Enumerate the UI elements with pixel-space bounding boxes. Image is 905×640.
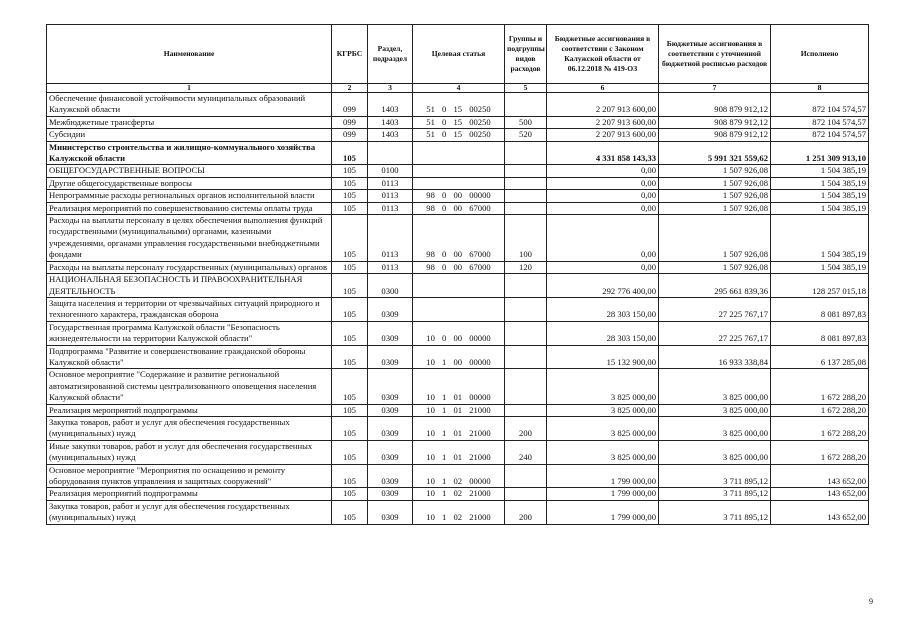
cell-section: 0309 [368,297,413,321]
cell-target: 98 0 00 67000 [413,261,505,273]
cell-kgrbs: 105 [332,202,368,214]
cell-budget-law: 15 132 900,00 [547,345,659,369]
cell-name: ОБЩЕГОСУДАРСТВЕННЫЕ ВОПРОСЫ [47,165,332,177]
cell-executed: 1 504 385,19 [771,215,869,262]
cell-group: 520 [505,129,547,141]
cell-target: 98 0 00 67000 [413,215,505,262]
cell-budget-refined: 27 225 767,17 [659,321,771,345]
cell-group [505,345,547,369]
cell-executed: 8 081 897,83 [771,321,869,345]
cell-group [505,297,547,321]
cell-section: 0113 [368,215,413,262]
table-row [47,488,869,500]
cell-section: 0113 [368,261,413,273]
cell-target: 98 0 00 00000 [413,190,505,202]
cell-executed: 143 652,00 [771,488,869,500]
cell-group [505,202,547,214]
cell-target: 10 1 01 21000 [413,440,505,464]
cell-section: 0309 [368,369,413,404]
cell-executed: 1 672 288,20 [771,404,869,416]
cell-section: 0100 [368,165,413,177]
cell-kgrbs: 105 [332,321,368,345]
cell-name: Иные закупки товаров, работ и услуг для обеспечения государственных (муниципальных) нужд [47,440,332,464]
cell-name: Реализация мероприятий по совершенствованию системы оплаты труда [47,202,332,214]
cell-target [413,177,505,189]
cell-section: 0309 [368,404,413,416]
cell-executed: 6 137 285,08 [771,345,869,369]
budget-table-page [46,24,868,525]
cell-kgrbs: 099 [332,116,368,128]
cell-group [505,369,547,404]
cell-budget-refined: 3 825 000,00 [659,440,771,464]
cell-budget-law: 0,00 [547,190,659,202]
cell-budget-law: 292 776 400,00 [547,274,659,298]
cell-target: 51 0 15 00250 [413,116,505,128]
col-number: 7 [659,84,771,93]
header-executed: Исполнено [771,25,869,84]
cell-kgrbs: 105 [332,404,368,416]
col-number: 2 [332,84,368,93]
cell-name: Расходы на выплаты персоналу в целях обеспечения выполнения функций государственными (муниципальными) органами, казенными учреждениями, органами управления государственными внебюджетными фондами [47,215,332,262]
header-section: Раздел, подраздел [368,25,413,84]
col-number: 8 [771,84,869,93]
cell-budget-law: 3 825 000,00 [547,440,659,464]
cell-kgrbs: 105 [332,416,368,440]
cell-name: Межбюджетные трансферты [47,116,332,128]
cell-executed: 1 504 385,19 [771,190,869,202]
cell-budget-refined: 1 507 926,08 [659,202,771,214]
cell-target: 98 0 00 67000 [413,202,505,214]
cell-target: 10 1 01 21000 [413,416,505,440]
cell-budget-refined: 1 507 926,08 [659,165,771,177]
cell-kgrbs: 105 [332,440,368,464]
table-row [47,93,869,117]
cell-executed: 872 104 574,57 [771,93,869,117]
cell-kgrbs: 105 [332,297,368,321]
cell-section: 0113 [368,190,413,202]
cell-executed: 143 652,00 [771,500,869,524]
table-row [47,116,869,128]
cell-budget-law: 4 331 858 143,33 [547,141,659,165]
table-row [47,141,869,165]
cell-section: 1403 [368,129,413,141]
cell-section: 0309 [368,416,413,440]
cell-budget-law: 0,00 [547,202,659,214]
cell-executed: 872 104 574,57 [771,129,869,141]
cell-budget-refined: 27 225 767,17 [659,297,771,321]
cell-kgrbs: 105 [332,274,368,298]
cell-budget-law: 28 303 150,00 [547,297,659,321]
cell-group [505,404,547,416]
table-row [47,165,869,177]
cell-kgrbs: 105 [332,165,368,177]
col-number: 6 [547,84,659,93]
cell-target: 10 1 02 21000 [413,500,505,524]
cell-group: 100 [505,215,547,262]
cell-budget-law: 1 799 000,00 [547,500,659,524]
cell-budget-law: 0,00 [547,177,659,189]
table-row [47,297,869,321]
cell-target: 10 1 02 00000 [413,464,505,488]
table-row [47,369,869,404]
cell-budget-law: 3 825 000,00 [547,404,659,416]
cell-kgrbs: 105 [332,190,368,202]
table-row [47,274,869,298]
cell-target: 10 1 01 00000 [413,369,505,404]
cell-group [505,274,547,298]
cell-budget-refined: 1 507 926,08 [659,261,771,273]
cell-budget-refined: 1 507 926,08 [659,177,771,189]
table-row [47,440,869,464]
col-number: 3 [368,84,413,93]
table-row [47,129,869,141]
cell-section [368,141,413,165]
cell-name: Подпрограмма "Развитие и совершенствование гражданской обороны Калужской области" [47,345,332,369]
cell-section: 0309 [368,500,413,524]
cell-target: 51 0 15 00250 [413,93,505,117]
cell-name: Государственная программа Калужской области "Безопасность жизнедеятельности на территории Калужской области" [47,321,332,345]
page-number: 9 [869,597,873,606]
table-body [47,93,869,525]
cell-target [413,141,505,165]
cell-budget-law: 3 825 000,00 [547,416,659,440]
cell-name: Обеспечение финансовой устойчивости муниципальных образований Калужской области [47,93,332,117]
cell-budget-law: 2 207 913 600,00 [547,129,659,141]
cell-executed: 1 504 385,19 [771,202,869,214]
cell-section: 0113 [368,177,413,189]
cell-budget-law: 2 207 913 600,00 [547,93,659,117]
cell-kgrbs: 105 [332,141,368,165]
table-row [47,321,869,345]
cell-name: Субсидии [47,129,332,141]
column-numbers-row [47,84,869,93]
cell-executed: 1 504 385,19 [771,165,869,177]
cell-group [505,190,547,202]
cell-budget-refined: 3 825 000,00 [659,416,771,440]
cell-executed: 1 251 309 913,10 [771,141,869,165]
cell-budget-law: 2 207 913 600,00 [547,116,659,128]
cell-budget-refined: 908 879 912,12 [659,129,771,141]
cell-name: Министерство строительства и жилищно-коммунального хозяйства Калужской области [47,141,332,165]
cell-executed: 1 672 288,20 [771,416,869,440]
cell-budget-law: 1 799 000,00 [547,464,659,488]
cell-kgrbs: 105 [332,345,368,369]
cell-section: 0309 [368,321,413,345]
table-row [47,416,869,440]
cell-name: Другие общегосударственные вопросы [47,177,332,189]
cell-budget-refined: 3 711 895,12 [659,500,771,524]
cell-kgrbs: 105 [332,464,368,488]
cell-target [413,274,505,298]
header-groups: Группы и подгруппы видов расходов [505,25,547,84]
cell-group: 200 [505,500,547,524]
cell-section: 0309 [368,345,413,369]
cell-budget-refined: 3 711 895,12 [659,488,771,500]
cell-group: 240 [505,440,547,464]
table-row [47,190,869,202]
cell-budget-law: 0,00 [547,261,659,273]
cell-name: Реализация мероприятий подпрограммы [47,488,332,500]
col-number: 1 [47,84,332,93]
cell-target [413,165,505,177]
header-name: Наименование [47,25,332,84]
cell-executed: 1 504 385,19 [771,177,869,189]
cell-budget-law: 0,00 [547,165,659,177]
cell-name: Основное мероприятие "Содержание и развитие региональной автоматизированной системы централизованного оповещения населения Калужской области" [47,369,332,404]
cell-budget-refined: 5 991 321 559,62 [659,141,771,165]
table-row [47,464,869,488]
cell-group: 120 [505,261,547,273]
cell-budget-refined: 3 825 000,00 [659,404,771,416]
cell-section: 0113 [368,202,413,214]
cell-group [505,464,547,488]
cell-group: 500 [505,116,547,128]
cell-executed: 128 257 015,18 [771,274,869,298]
cell-group [505,165,547,177]
cell-section: 0309 [368,488,413,500]
cell-budget-law: 0,00 [547,215,659,262]
table-row [47,261,869,273]
cell-budget-refined: 295 661 839,36 [659,274,771,298]
cell-section: 1403 [368,93,413,117]
table-row [47,345,869,369]
cell-name: Закупка товаров, работ и услуг для обеспечения государственных (муниципальных) нужд [47,416,332,440]
cell-group [505,177,547,189]
cell-section: 0309 [368,440,413,464]
cell-budget-refined: 1 507 926,08 [659,190,771,202]
cell-budget-refined: 3 711 895,12 [659,464,771,488]
cell-executed: 872 104 574,57 [771,116,869,128]
cell-group [505,141,547,165]
cell-name: Закупка товаров, работ и услуг для обеспечения государственных (муниципальных) нужд [47,500,332,524]
cell-target: 10 1 00 00000 [413,345,505,369]
cell-name: Защита населения и территории от чрезвычайных ситуаций природного и техногенного характера, гражданская оборона [47,297,332,321]
cell-name: Основное мероприятие "Мероприятия по оснащению и ремонту оборудования пунктов управления и защитных сооружений" [47,464,332,488]
cell-group: 200 [505,416,547,440]
cell-group [505,488,547,500]
cell-kgrbs: 099 [332,93,368,117]
cell-kgrbs: 105 [332,261,368,273]
cell-kgrbs: 105 [332,500,368,524]
cell-budget-refined: 16 933 338,84 [659,345,771,369]
cell-group [505,321,547,345]
cell-budget-law: 3 825 000,00 [547,369,659,404]
cell-target: 51 0 15 00250 [413,129,505,141]
budget-table [46,24,869,525]
cell-target: 10 1 01 21000 [413,404,505,416]
cell-group [505,93,547,117]
cell-executed: 1 504 385,19 [771,261,869,273]
cell-kgrbs: 105 [332,488,368,500]
col-number: 5 [505,84,547,93]
cell-section: 1403 [368,116,413,128]
cell-kgrbs: 105 [332,177,368,189]
cell-budget-law: 28 303 150,00 [547,321,659,345]
cell-target [413,297,505,321]
cell-section: 0300 [368,274,413,298]
cell-budget-refined: 908 879 912,12 [659,93,771,117]
cell-target: 10 1 02 21000 [413,488,505,500]
cell-budget-refined: 908 879 912,12 [659,116,771,128]
header-target: Целевая статья [413,25,505,84]
cell-kgrbs: 105 [332,215,368,262]
cell-kgrbs: 105 [332,369,368,404]
table-row [47,215,869,262]
col-number: 4 [413,84,505,93]
header-kgrbs: КГРБС [332,25,368,84]
cell-budget-refined: 3 825 000,00 [659,369,771,404]
cell-budget-law: 1 799 000,00 [547,488,659,500]
header-budget-refined: Бюджетные ассигнования в соответствии с уточненной бюджетной росписью расходов [659,25,771,84]
cell-name: Непрограммные расходы региональных органов исполнительной власти [47,190,332,202]
cell-name: НАЦИОНАЛЬНАЯ БЕЗОПАСНОСТЬ И ПРАВООХРАНИТЕЛЬНАЯ ДЕЯТЕЛЬНОСТЬ [47,274,332,298]
cell-kgrbs: 099 [332,129,368,141]
table-row [47,500,869,524]
cell-budget-refined: 1 507 926,08 [659,215,771,262]
table-row [47,202,869,214]
cell-target: 10 0 00 00000 [413,321,505,345]
cell-executed: 1 672 288,20 [771,440,869,464]
table-row [47,177,869,189]
cell-executed: 1 672 288,20 [771,369,869,404]
table-row [47,404,869,416]
cell-name: Реализация мероприятий подпрограммы [47,404,332,416]
cell-executed: 143 652,00 [771,464,869,488]
cell-executed: 8 081 897,83 [771,297,869,321]
header-budget-law: Бюджетные ассигнования в соответствии с Законом Калужской области от 06.12.2018 № 419-ОЗ [547,25,659,84]
cell-section: 0309 [368,464,413,488]
cell-name: Расходы на выплаты персоналу государственных (муниципальных) органов [47,261,332,273]
